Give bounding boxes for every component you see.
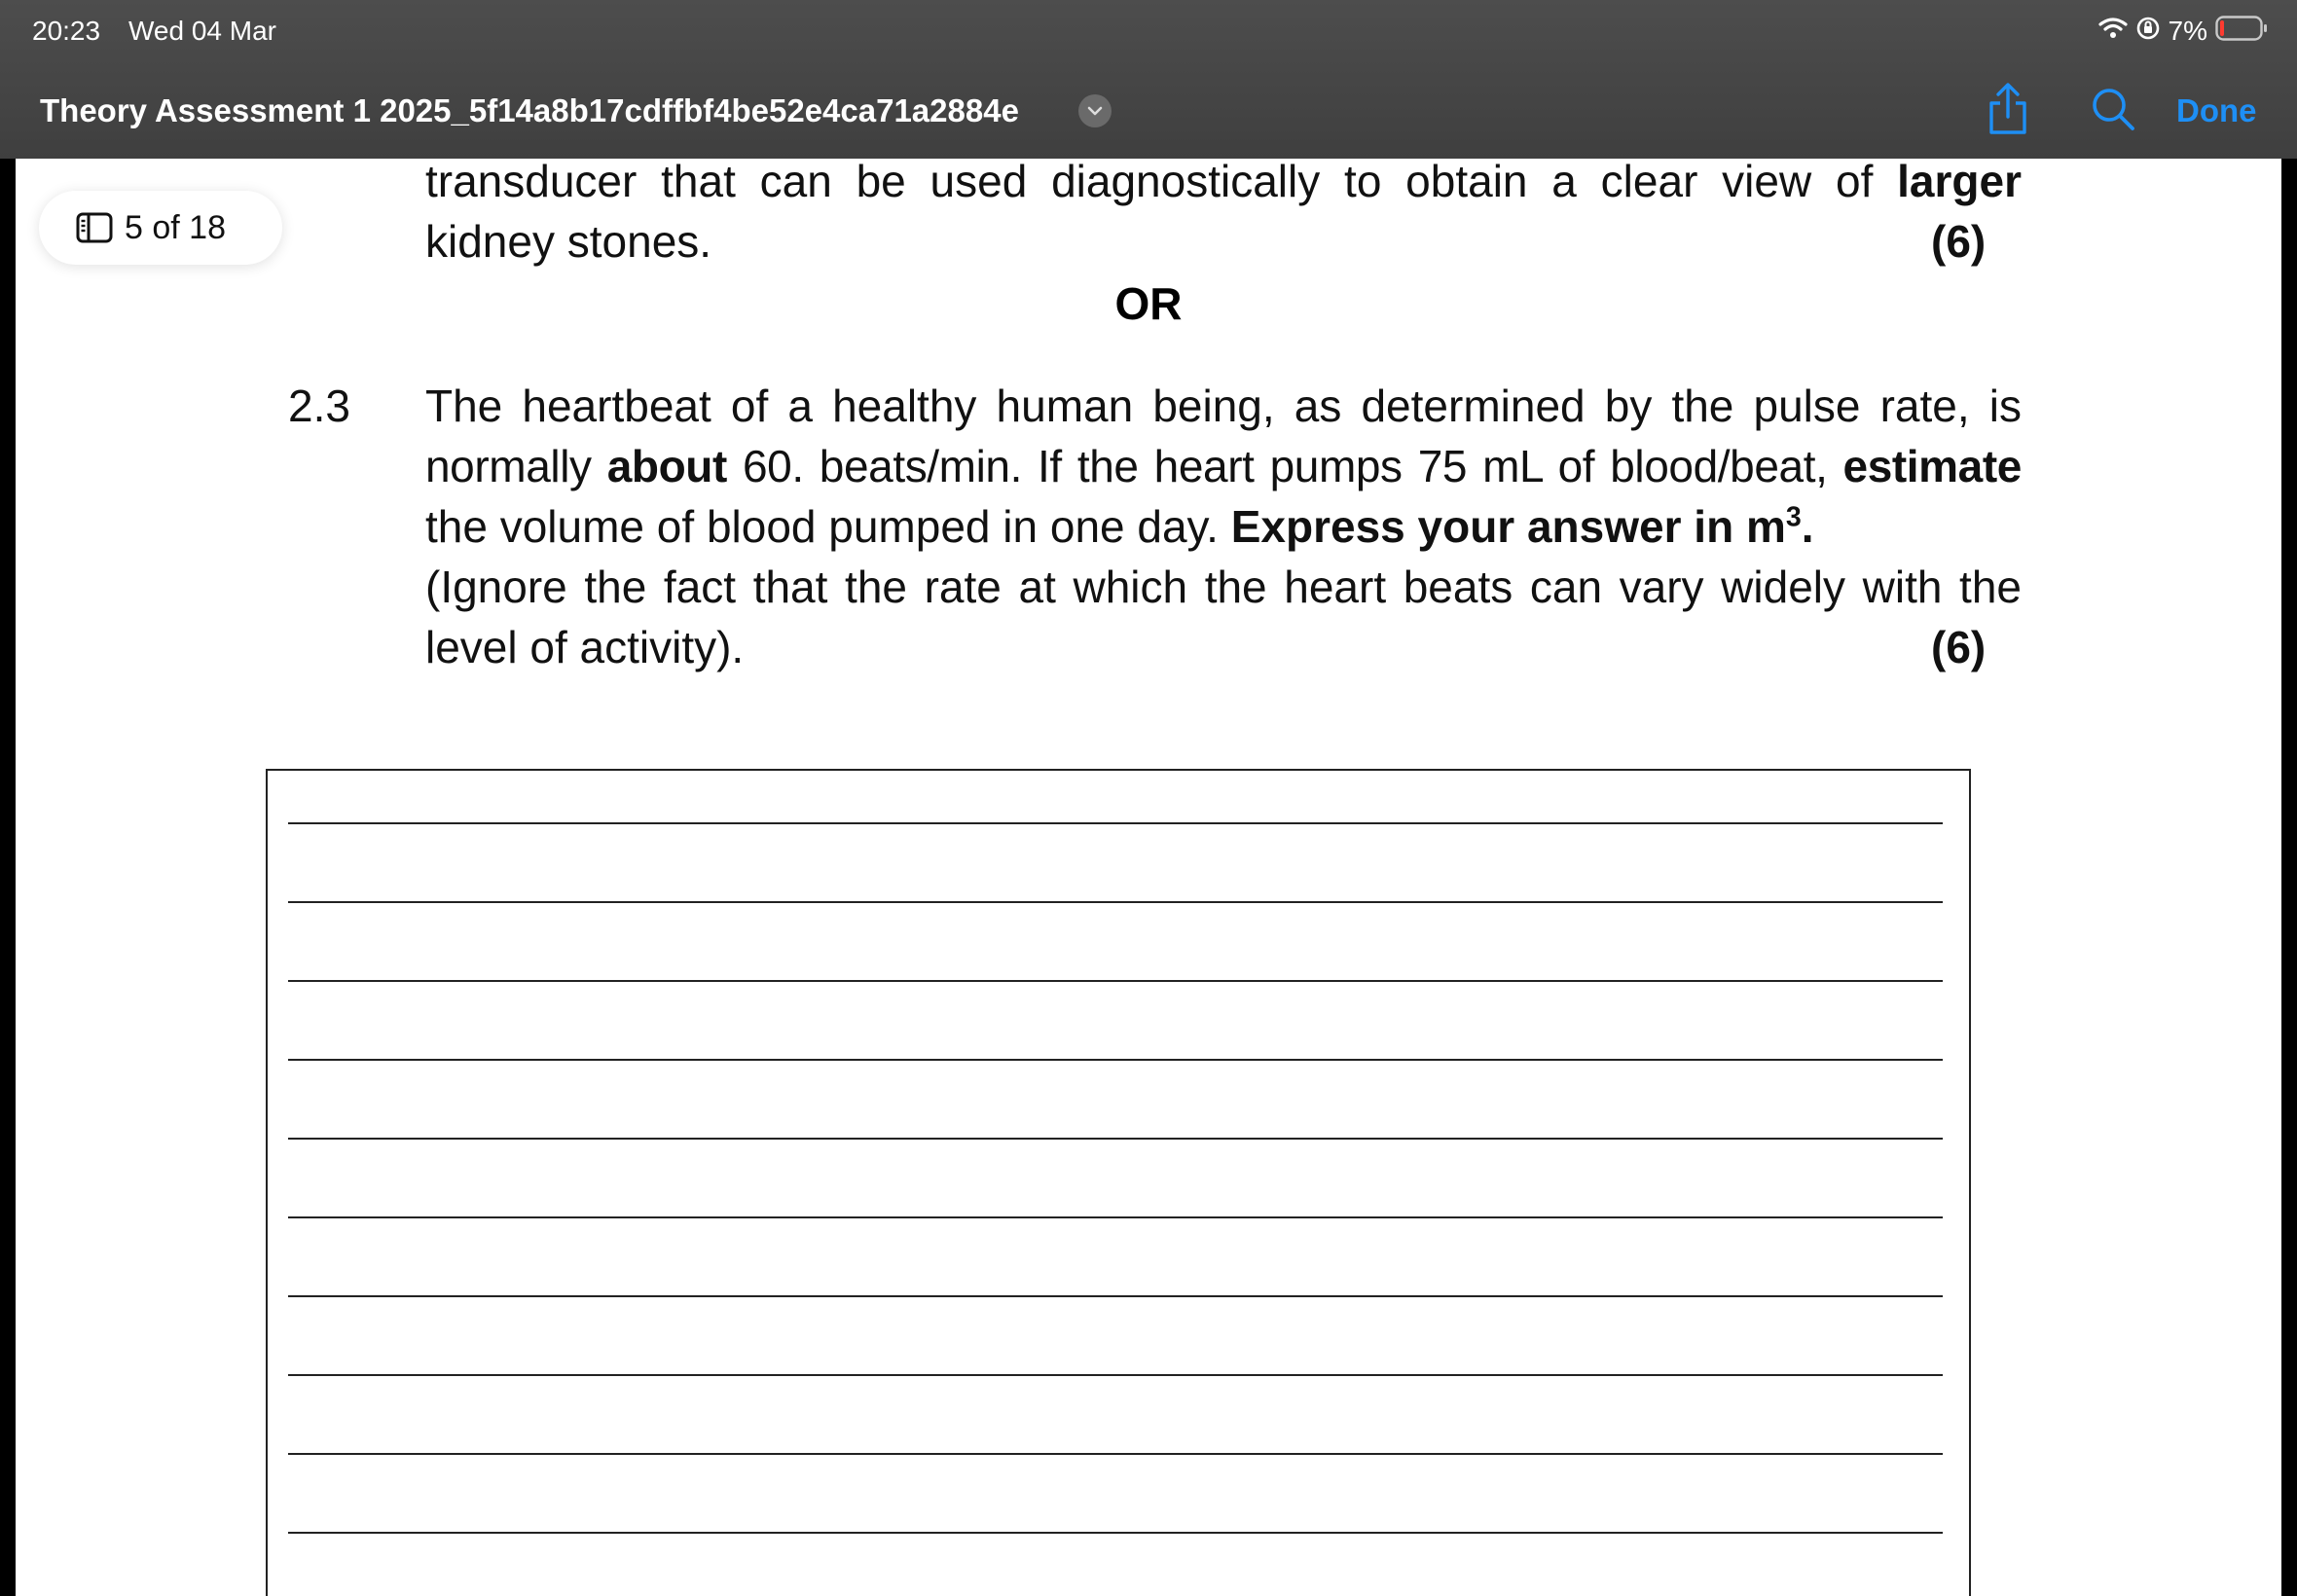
prev-question-line-2: kidney stones. <box>425 216 712 267</box>
share-button[interactable] <box>1986 82 2030 136</box>
question-express-text: Express your answer in m <box>1230 501 1786 552</box>
answer-line <box>288 1138 1943 1140</box>
question-line-2-mid: 60. beats/min. If the heart pumps 75 mL of blood/beat, <box>742 441 1828 491</box>
answer-line <box>288 1453 1943 1455</box>
status-indicators <box>2098 12 2268 51</box>
prev-question-bold: larger <box>1897 159 2023 206</box>
title-menu-button[interactable] <box>1078 94 1112 127</box>
question-exponent: 3 <box>1785 501 1802 533</box>
answer-line <box>288 1059 1943 1061</box>
share-icon <box>1986 82 2030 136</box>
question-line-3-pre: the volume of blood pumped in one day. <box>425 501 1219 552</box>
question-line-1: The heartbeat of a healthy human being, as determined by the pulse rate, is <box>425 381 2022 431</box>
answer-line <box>288 980 1943 982</box>
battery-percent: 7% <box>2168 16 2207 46</box>
prev-question-marks: (6) <box>1931 216 1987 267</box>
answer-line <box>288 1374 1943 1376</box>
answer-line <box>288 1532 1943 1534</box>
search-button[interactable] <box>2091 87 2135 131</box>
question-line-4: (Ignore the fact that the rate at which the heart beats can vary widely with the <box>425 562 2022 612</box>
or-separator: OR <box>1114 278 1183 329</box>
question-express-end: . <box>1801 501 1814 552</box>
question-line-2-pre: normally <box>425 441 592 491</box>
question-line-5: level of activity). <box>425 622 745 672</box>
prev-question-text: transducer that can be used diagnostically to obtain a clear view of <box>425 159 1874 206</box>
answer-line <box>288 901 1943 903</box>
question-marks: (6) <box>1931 622 1987 672</box>
orientation-lock-icon <box>2135 16 2161 48</box>
document-title[interactable]: Theory Assessment 1 2025_5f14a8b17cdffbf4be52e4ca71a2884e <box>40 92 1019 128</box>
status-date: Wed 04 Mar <box>128 16 276 46</box>
answer-line <box>288 1295 1943 1297</box>
answer-line <box>288 1216 1943 1218</box>
question-line-3 <box>425 496 1814 557</box>
question-bold-about: about <box>606 441 727 491</box>
page-indicator[interactable] <box>39 191 282 265</box>
wifi-icon <box>2098 16 2128 47</box>
top-bar <box>0 0 2297 159</box>
question-line-2 <box>425 436 2022 496</box>
done-button[interactable]: Done <box>2176 92 2257 128</box>
status-time: 20:23 <box>32 16 101 46</box>
question-bold-express <box>1231 501 1814 552</box>
answer-line <box>288 822 1943 824</box>
sidebar-icon <box>76 212 113 243</box>
chevron-down-icon <box>1086 105 1104 117</box>
document-page[interactable] <box>16 159 2281 1596</box>
search-icon <box>2091 87 2135 131</box>
battery-icon <box>2215 15 2268 49</box>
answer-box[interactable] <box>266 769 1971 1596</box>
question-number: 2.3 <box>288 381 350 431</box>
prev-question-line-1 <box>425 159 2022 211</box>
question-bold-estimate: estimate <box>1842 441 2022 491</box>
page-indicator-label: 5 of 18 <box>125 208 226 246</box>
